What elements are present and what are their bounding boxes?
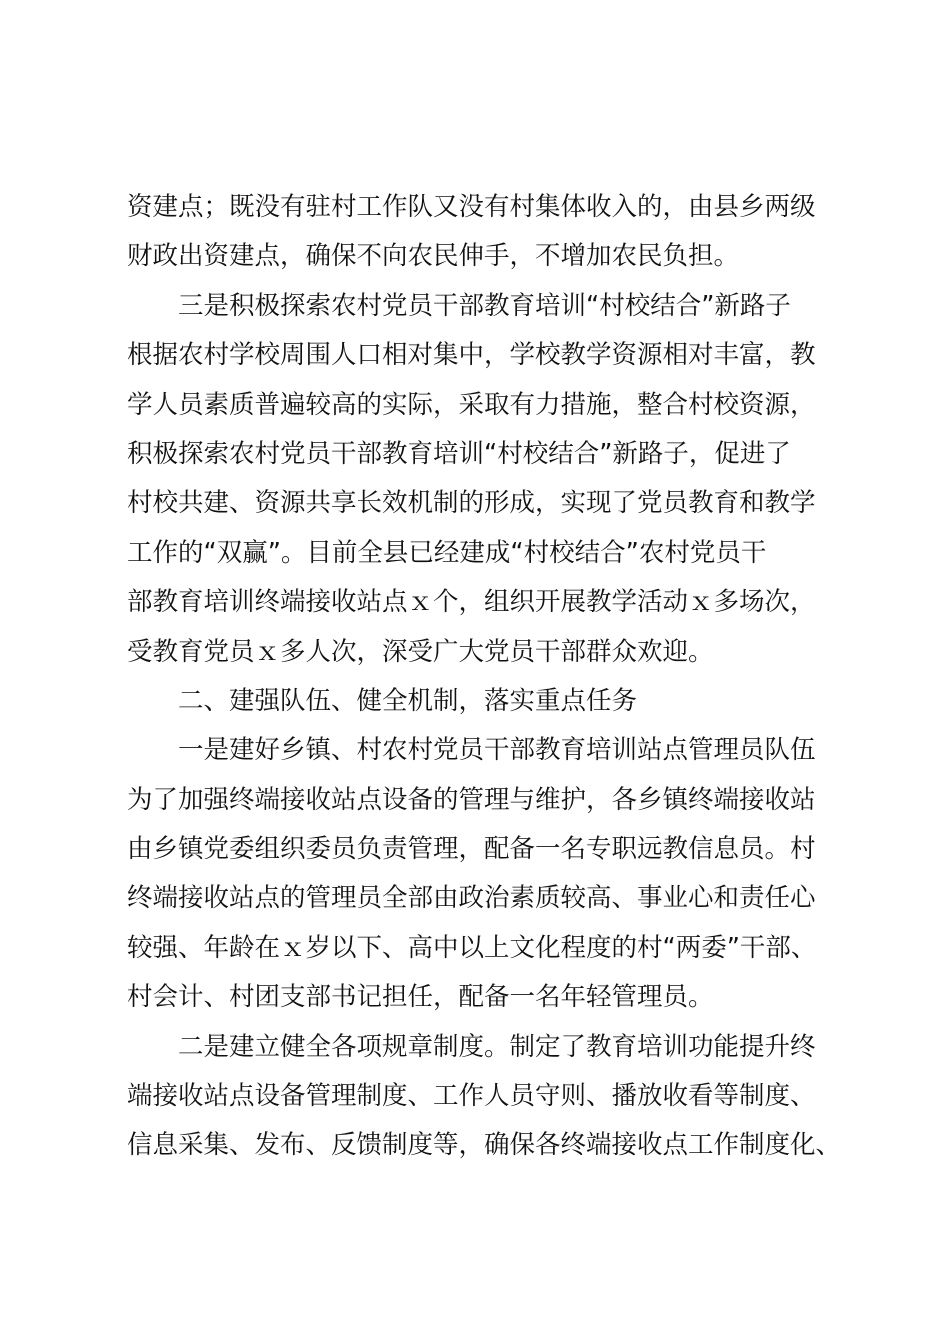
text-line: 村校共建、资源共享长效机制的形成，实现了党员教育和教学 xyxy=(127,488,816,519)
text-line: 终端接收站点的管理员全部由政治素质较高、事业心和责任心 xyxy=(127,883,816,914)
text-line: 一是建好乡镇、村农村党员干部教育培训站点管理员队伍 xyxy=(178,735,816,766)
text-line: 根据农村学校周围人口相对集中，学校教学资源相对丰富，教 xyxy=(127,340,816,371)
text-line: 资建点；既没有驻村工作队又没有村集体收入的，由县乡两级 xyxy=(127,192,816,222)
subheading-manager-team xyxy=(127,726,842,775)
paragraph-village-school xyxy=(127,331,842,677)
subheading-village-school xyxy=(127,282,842,331)
text-line: 三是积极探索农村党员干部教育培训“村校结合”新路子 xyxy=(178,290,791,321)
section-heading-two xyxy=(127,677,842,726)
text-line: 较强、年龄在ｘ岁以下、高中以上文化程度的村“两委”干部、 xyxy=(127,932,817,963)
paragraph-regulations xyxy=(127,1023,842,1171)
text-line: 二是建立健全各项规章制度。制定了教育培训功能提升终 xyxy=(178,1031,816,1062)
text-line: 端接收站点设备管理制度、工作人员守则、播放收看等制度、 xyxy=(127,1081,816,1112)
text-line: 二、建强队伍、健全机制，落实重点任务 xyxy=(178,685,638,716)
text-line: 积极探索农村党员干部教育培训“村校结合”新路子，促进了 xyxy=(127,438,791,469)
text-line: 工作的“双赢”。目前全县已经建成“村校结合”农村党员干 xyxy=(127,537,767,568)
text-line: 由乡镇党委组织委员负责管理，配备一名专职远教信息员。村 xyxy=(127,834,816,865)
text-line: 为了加强终端接收站点设备的管理与维护，各乡镇终端接收站 xyxy=(127,784,816,815)
text-line: 学人员素质普遍较高的实际，采取有力措施，整合村校资源， xyxy=(127,389,816,420)
document-body xyxy=(127,183,842,1171)
text-line: 受教育党员ｘ多人次，深受广大党员干部群众欢迎。 xyxy=(127,636,714,667)
paragraph-manager-team xyxy=(127,776,842,1023)
text-line: 财政出资建点，确保不向农民伸手，不增加农民负担。 xyxy=(127,241,740,272)
text-line: 部教育培训终端接收站点ｘ个，组织开展教学活动ｘ多场次， xyxy=(127,587,816,618)
paragraph-funding xyxy=(127,183,842,282)
text-line: 信息采集、发布、反馈制度等，确保各终端接收点工作制度化、 xyxy=(127,1130,842,1161)
text-line: 村会计、村团支部书记担任，配备一名年轻管理员。 xyxy=(127,982,714,1013)
